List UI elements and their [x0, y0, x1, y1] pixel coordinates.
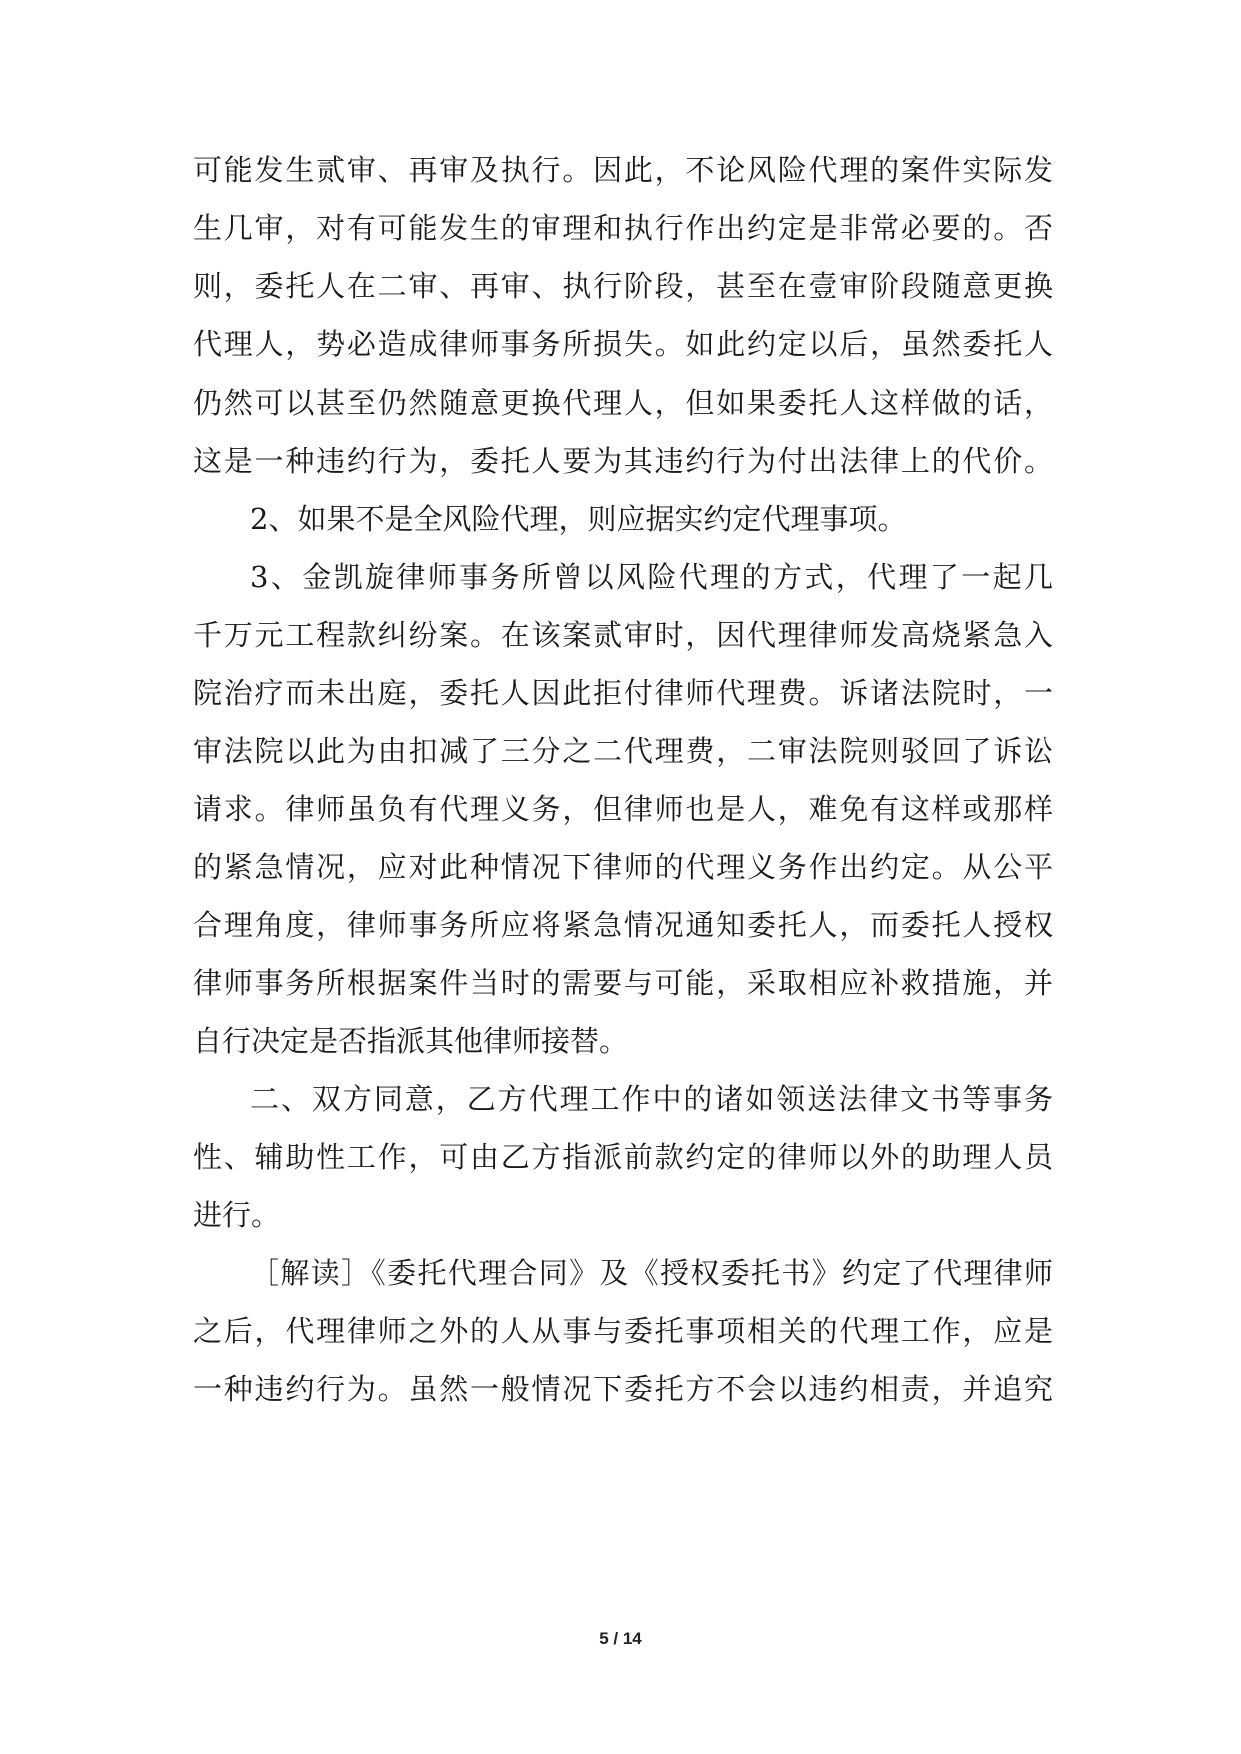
page-number: 5 / 14: [599, 1629, 642, 1648]
text-line: 2、如果不是全风险代理，则应据实约定代理事项。: [250, 502, 907, 536]
text-line: 审法院以此为由扣减了三分之二代理费，二审法院则驳回了诉讼: [193, 734, 1053, 768]
text-line: 院治疗而未出庭，委托人因此拒付律师代理费。诉诸法院时，一: [193, 676, 1053, 710]
text-line: 则，委托人在二审、再审、执行阶段，甚至在壹审阶段随意更换: [193, 269, 1053, 303]
text-line: 合理角度，律师事务所应将紧急情况通知委托人，而委托人授权: [193, 908, 1053, 942]
text-line: 一种违约行为。虽然一般情况下委托方不会以违约相责，并追究: [193, 1372, 1053, 1406]
text-line: 生几审，对有可能发生的审理和执行作出约定是非常必要的。否: [193, 211, 1053, 245]
text-line: 之后，代理律师之外的人从事与委托事项相关的代理工作，应是: [193, 1314, 1053, 1348]
text-line: 进行。: [193, 1198, 281, 1232]
text-line: 仍然可以甚至仍然随意更换代理人，但如果委托人这样做的话，: [193, 386, 1053, 420]
text-line: ［解读］《委托代理合同》及《授权委托书》约定了代理律师: [250, 1256, 1053, 1290]
text-line: 这是一种违约行为，委托人要为其违约行为付出法律上的代价。: [193, 444, 1053, 478]
text-line: 性、辅助性工作，可由乙方指派前款约定的律师以外的助理人员: [193, 1140, 1053, 1174]
text-line: 二、双方同意，乙方代理工作中的诸如领送法律文书等事务: [250, 1082, 1053, 1116]
text-line: 可能发生贰审、再审及执行。因此，不论风险代理的案件实际发: [193, 153, 1053, 187]
text-line: 的紧急情况，应对此种情况下律师的代理义务作出约定。从公平: [193, 850, 1053, 884]
text-line: 自行决定是否指派其他律师接替。: [193, 1024, 629, 1058]
text-line: 千万元工程款纠纷案。在该案贰审时，因代理律师发高烧紧急入: [193, 618, 1053, 652]
text-line: 代理人，势必造成律师事务所损失。如此约定以后，虽然委托人: [193, 327, 1053, 361]
text-line: 3、金凯旋律师事务所曾以风险代理的方式，代理了一起几: [250, 560, 1053, 594]
text-line: 律师事务所根据案件当时的需要与可能，采取相应补救措施，并: [193, 966, 1053, 1000]
text-line: 请求。律师虽负有代理义务，但律师也是人，难免有这样或那样: [193, 792, 1053, 826]
